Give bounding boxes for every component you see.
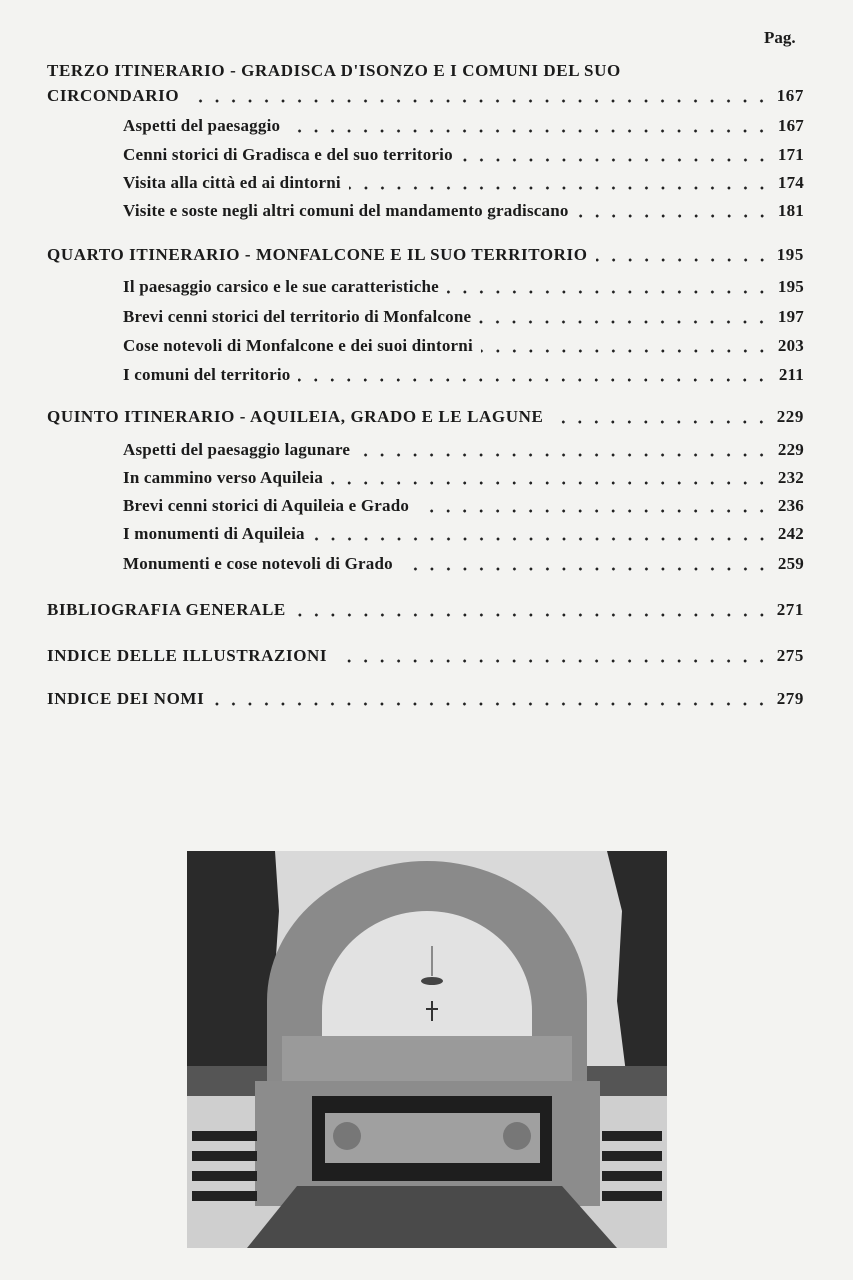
dot-leader	[288, 129, 770, 133]
hanging-lamp	[421, 977, 443, 985]
page-number: 203	[777, 336, 804, 355]
dot-leader	[461, 158, 770, 162]
toc-entry[interactable]	[123, 440, 804, 462]
dot-leader	[417, 509, 770, 513]
page-number: 232	[777, 468, 804, 487]
toc-entry-label: Cose notevoli di Monfalcone e dei suoi dintorni	[123, 336, 473, 355]
toc-section-title: QUARTO ITINERARIO - MONFALCONE E IL SUO TERRITORIO	[47, 245, 588, 264]
dot-leader	[551, 420, 770, 424]
page-number: 236	[777, 496, 804, 515]
dot-leader	[335, 659, 770, 663]
dot-leader	[596, 258, 770, 262]
toc-entry[interactable]	[123, 116, 804, 138]
toc-entry-label: Il paesaggio carsico e le sue caratteristiche	[123, 277, 439, 296]
toc-section-entry[interactable]	[47, 646, 804, 668]
page-number: 171	[777, 145, 804, 164]
page-number: 259	[777, 554, 804, 573]
toc-entry-label: Aspetti del paesaggio lagunare	[123, 440, 351, 459]
toc-entry[interactable]	[123, 145, 804, 167]
dot-leader	[358, 453, 770, 457]
dot-leader	[479, 320, 770, 324]
page-number: 229	[777, 440, 804, 459]
toc-section-entry[interactable]	[47, 689, 804, 711]
dot-leader	[187, 99, 770, 103]
toc-entry-label: Visite e soste negli altri comuni del mandamento gradiscano	[123, 201, 569, 220]
toc-entry[interactable]	[123, 277, 804, 299]
monument-arch-photo	[187, 851, 667, 1248]
toc-entry-label: Brevi cenni storici del territorio di Monfalcone	[123, 307, 472, 326]
toc-entry[interactable]	[123, 173, 804, 195]
page-number: 167	[776, 86, 804, 105]
toc-entry-label: I monumenti di Aquileia	[123, 524, 305, 543]
dot-leader	[447, 290, 770, 294]
page-column-header: Pag.	[764, 28, 796, 47]
toc-entry-label: Monumenti e cose notevoli di Grado	[123, 554, 393, 573]
dot-leader	[331, 481, 770, 485]
page-number: 195	[777, 277, 804, 296]
toc-entry-label: Cenni storici di Gradisca e del suo territorio	[123, 145, 453, 164]
dot-leader	[577, 214, 770, 218]
toc-entry[interactable]	[123, 524, 804, 546]
dot-leader	[212, 702, 770, 706]
toc-entry[interactable]	[123, 496, 804, 518]
toc-section-title: CIRCONDARIO	[47, 86, 180, 105]
dot-leader	[298, 378, 770, 382]
toc-section-entry[interactable]	[47, 245, 804, 267]
toc-section-title: BIBLIOGRAFIA GENERALE	[47, 600, 286, 619]
page-number: 167	[777, 116, 804, 135]
dot-leader	[313, 537, 770, 541]
toc-section-entry[interactable]	[47, 600, 804, 622]
page-number: 211	[778, 365, 804, 384]
page-number: 197	[777, 307, 804, 326]
toc-section-title: QUINTO ITINERARIO - AQUILEIA, GRADO E LE LAGUNE	[47, 407, 544, 426]
dot-leader	[294, 613, 770, 617]
toc-section-title: INDICE DELLE ILLUSTRAZIONI	[47, 646, 328, 665]
toc-section-title: INDICE DEI NOMI	[47, 689, 205, 708]
toc-entry-label: Brevi cenni storici di Aquileia e Grado	[123, 496, 410, 515]
cypress-tree-left	[187, 851, 279, 1091]
toc-section-title: TERZO ITINERARIO - GRADISCA D'ISONZO E I COMUNI DEL SUO	[47, 61, 621, 80]
toc-entry-label: I comuni del territorio	[123, 365, 291, 384]
dot-leader	[349, 186, 770, 190]
toc-entry[interactable]	[123, 554, 804, 576]
toc-entry[interactable]	[123, 201, 804, 223]
gravel-path	[247, 1186, 617, 1248]
page-number: 275	[776, 646, 804, 665]
page-number: 181	[777, 201, 804, 220]
page-number: 229	[776, 407, 804, 426]
toc-entry-label: Visita alla città ed ai dintorni	[123, 173, 341, 192]
toc-entry[interactable]	[123, 336, 804, 358]
toc-entry[interactable]	[123, 307, 804, 329]
page-number: 174	[777, 173, 804, 192]
dot-leader	[481, 349, 770, 353]
toc-entry-label: Aspetti del paesaggio	[123, 116, 281, 135]
toc-entry-label: In cammino verso Aquileia	[123, 468, 324, 487]
page-number: 242	[777, 524, 804, 543]
toc-section-entry[interactable]	[47, 407, 804, 429]
page-number: 271	[776, 600, 804, 619]
page-number: 279	[776, 689, 804, 708]
dot-leader	[401, 567, 770, 571]
page-number: 195	[776, 245, 804, 264]
toc-section-entry[interactable]	[47, 86, 804, 108]
toc-entry[interactable]	[123, 468, 804, 490]
toc-entry[interactable]	[123, 365, 804, 387]
